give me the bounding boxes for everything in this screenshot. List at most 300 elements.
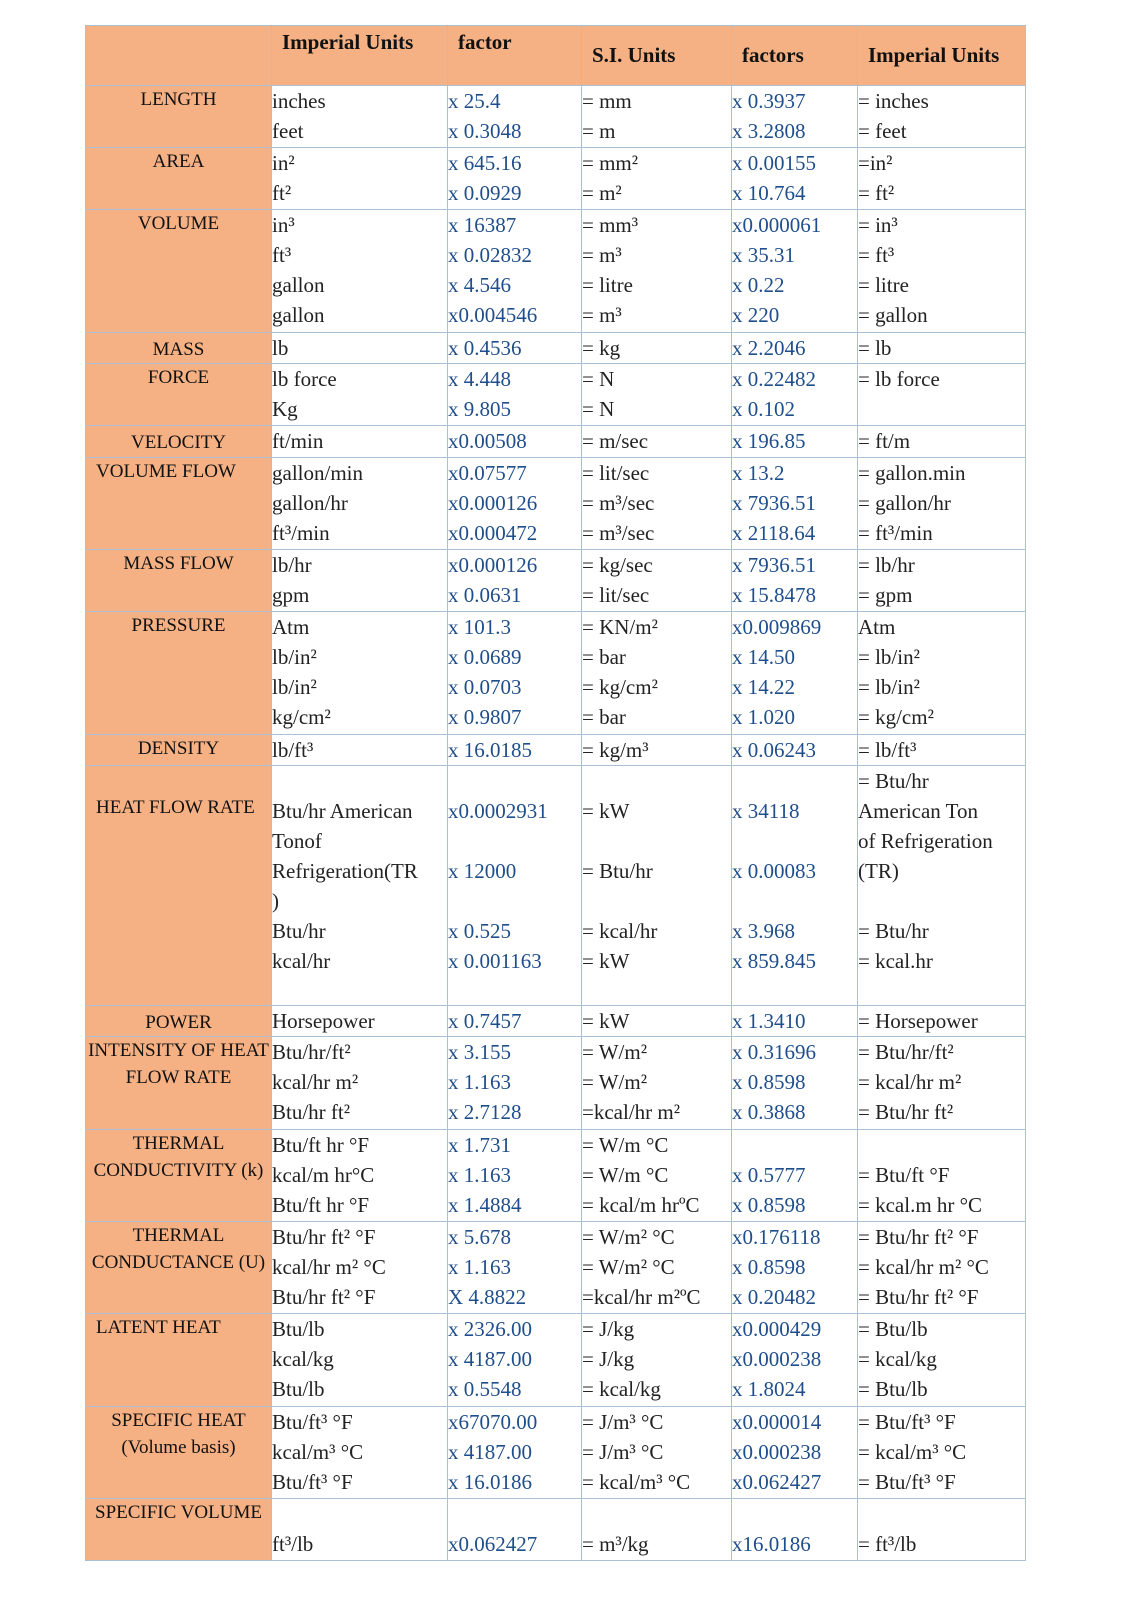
cell-line: = m³/kg: [582, 1532, 649, 1557]
cell-line: [582, 1499, 731, 1529]
cell-line: x 13.2: [732, 460, 785, 485]
cell-line: x 0.8598: [732, 1070, 806, 1095]
cell-line: x 0.22482: [732, 367, 816, 392]
si-units-cell: [582, 1005, 732, 1036]
factor-cell: [448, 734, 582, 765]
cell-line: = ft³: [858, 242, 895, 267]
header-imperial-units-2: Imperial Units: [858, 26, 1026, 86]
cell-line: = kg/m³: [582, 737, 649, 762]
factors-cell: [732, 457, 858, 549]
cell-line: x 1.020: [732, 704, 795, 729]
category-label: AREA: [86, 147, 272, 209]
cell-line: x 35.31: [732, 242, 795, 267]
cell-line: ft/min: [272, 429, 324, 454]
category-label: DENSITY: [86, 734, 272, 765]
cell-line: x 0.06243: [732, 737, 816, 762]
cell-line: = J/m³ °C: [582, 1439, 664, 1464]
cell-line: = kW: [582, 1008, 630, 1033]
factors-cell: [732, 147, 858, 209]
table-row: [86, 549, 1026, 611]
header-imperial-units: Imperial Units: [272, 26, 448, 86]
imperial-units-cell: [272, 1005, 448, 1036]
cell-line: kg/cm²: [272, 704, 331, 729]
cell-line: ft²: [272, 180, 292, 205]
cell-line: x 2.2046: [732, 335, 806, 360]
cell-line: American Ton: [858, 799, 979, 824]
cell-line: x 34118: [732, 799, 800, 824]
factors-cell: [732, 1129, 858, 1221]
imperial-units-2-cell: [858, 1037, 1026, 1129]
cell-line: = gallon.min: [858, 460, 966, 485]
cell-line: = m³/sec: [582, 490, 655, 515]
si-units-cell: [582, 1129, 732, 1221]
cell-line: x 0.5548: [448, 1377, 522, 1402]
cell-line: lb/hr: [272, 552, 312, 577]
cell-line: x0.000429: [732, 1317, 822, 1342]
cell-line: = Btu/lb: [858, 1317, 928, 1342]
imperial-units-cell: [272, 1129, 448, 1221]
cell-line: = KN/m²: [582, 614, 658, 639]
cell-line: x 1.163: [448, 1254, 511, 1279]
cell-line: x 16.0185: [448, 737, 532, 762]
category-label: LATENT HEAT: [86, 1314, 272, 1406]
si-units-cell: [582, 332, 732, 363]
imperial-units-cell: [272, 1221, 448, 1313]
cell-line: [582, 766, 731, 796]
cell-line: ft³/min: [272, 520, 330, 545]
cell-line: x 2118.64: [732, 520, 816, 545]
factor-cell: [448, 1037, 582, 1129]
cell-line: = W/m °C: [582, 1132, 669, 1157]
factor-cell: [448, 426, 582, 457]
cell-line: x 4.546: [448, 272, 511, 297]
imperial-units-cell: [272, 209, 448, 332]
cell-line: = kcal/hr m² °C: [858, 1254, 989, 1279]
cell-line: x 0.102: [732, 397, 795, 422]
imperial-units-2-cell: [858, 209, 1026, 332]
cell-line: = ft²: [858, 180, 895, 205]
cell-line: Btu/ft hr °F: [272, 1192, 370, 1217]
category-label: INTENSITY OF HEAT FLOW RATE: [86, 1037, 272, 1129]
cell-line: x 0.3868: [732, 1100, 806, 1125]
cell-line: x 101.3: [448, 614, 511, 639]
cell-line: lb/in²: [272, 674, 317, 699]
cell-line: = gallon: [858, 302, 928, 327]
imperial-units-cell: [272, 332, 448, 363]
header-si-units: S.I. Units: [582, 26, 732, 86]
cell-line: Refrigeration(TR: [272, 859, 418, 884]
cell-line: x 16.0186: [448, 1469, 532, 1494]
cell-line: x 0.4536: [448, 335, 522, 360]
factor-cell: [448, 1499, 582, 1561]
header-factors: factors: [732, 26, 858, 86]
cell-line: = mm: [582, 89, 632, 113]
cell-line: ft³: [272, 242, 292, 267]
cell-line: [858, 1499, 1025, 1529]
cell-line: Btu/hr/ft²: [272, 1040, 351, 1065]
cell-line: x16.0186: [732, 1532, 811, 1557]
cell-line: kcal/kg: [272, 1347, 334, 1372]
table-row: [86, 1129, 1026, 1221]
category-label: LENGTH: [86, 86, 272, 148]
cell-line: x 12000: [448, 859, 517, 884]
factors-cell: [732, 766, 858, 1006]
cell-line: = kcal/kg: [582, 1377, 661, 1402]
cell-line: kcal/hr: [272, 949, 331, 974]
factor-cell: [448, 1129, 582, 1221]
imperial-units-2-cell: [858, 364, 1026, 426]
cell-line: x 0.9807: [448, 704, 522, 729]
cell-line: [732, 886, 857, 916]
cell-line: x0.009869: [732, 614, 822, 639]
cell-line: x 4.448: [448, 367, 511, 392]
cell-line: [582, 826, 731, 856]
cell-line: inches: [272, 89, 326, 113]
cell-line: x 3.2808: [732, 119, 806, 143]
cell-line: x 0.3937: [732, 89, 806, 113]
cell-line: gallon: [272, 302, 325, 327]
category-label: MASS FLOW: [86, 549, 272, 611]
cell-line: x 645.16: [448, 150, 522, 175]
table-row: [86, 1314, 1026, 1406]
si-units-cell: [582, 766, 732, 1006]
cell-line: kcal/hr m²: [272, 1070, 359, 1095]
cell-line: x67070.00: [448, 1409, 538, 1434]
cell-line: lb/ft³: [272, 737, 314, 762]
cell-line: = lb: [858, 335, 892, 360]
cell-line: x0.00508: [448, 429, 527, 454]
header-factor: factor: [448, 26, 582, 86]
cell-line: x 196.85: [732, 429, 806, 454]
cell-line: kcal/m³ °C: [272, 1439, 364, 1464]
cell-line: x 0.7457: [448, 1008, 522, 1033]
cell-line: Atm: [272, 614, 310, 639]
table-row: [86, 332, 1026, 363]
category-label: VELOCITY: [86, 426, 272, 457]
cell-line: in²: [272, 150, 295, 175]
cell-line: = N: [582, 397, 615, 422]
cell-line: ): [272, 889, 279, 914]
cell-line: x 15.8478: [732, 582, 816, 607]
table-row: [86, 611, 1026, 734]
imperial-units-2-cell: [858, 549, 1026, 611]
cell-line: =kcal/hr m²ºC: [582, 1284, 701, 1309]
cell-line: Btu/ft³ °F: [272, 1469, 353, 1494]
cell-line: [272, 766, 447, 796]
factors-cell: [732, 549, 858, 611]
factor-cell: [448, 1314, 582, 1406]
cell-line: x 14.50: [732, 644, 795, 669]
cell-line: = kg: [582, 335, 621, 360]
table-row: [86, 1037, 1026, 1129]
imperial-units-cell: [272, 147, 448, 209]
cell-line: = Btu/ft³ °F: [858, 1469, 956, 1494]
imperial-units-2-cell: [858, 766, 1026, 1006]
cell-line: x 0.8598: [732, 1254, 806, 1279]
cell-line: x0.000126: [448, 552, 538, 577]
cell-line: = lit/sec: [582, 460, 650, 485]
factors-cell: [732, 332, 858, 363]
cell-line: = Btu/hr: [858, 769, 929, 794]
cell-line: x 1.4884: [448, 1192, 522, 1217]
cell-line: x 1.731: [448, 1132, 511, 1157]
category-label: MASS: [86, 332, 272, 363]
imperial-units-2-cell: [858, 147, 1026, 209]
cell-line: gallon: [272, 272, 325, 297]
table-row: [86, 1005, 1026, 1036]
cell-line: = gpm: [858, 582, 913, 607]
cell-line: in³: [272, 212, 295, 237]
cell-line: kcal/hr m² °C: [272, 1254, 386, 1279]
cell-line: Btu/lb: [272, 1317, 325, 1342]
factor-cell: [448, 86, 582, 148]
cell-line: = inches: [858, 89, 929, 113]
cell-line: x0.000472: [448, 520, 538, 545]
cell-line: x 1.163: [448, 1162, 511, 1187]
factors-cell: [732, 1005, 858, 1036]
cell-line: [448, 1499, 581, 1529]
imperial-units-2-cell: [858, 734, 1026, 765]
factor-cell: [448, 1406, 582, 1498]
cell-line: = kcal/m³ °C: [582, 1469, 691, 1494]
cell-line: x0.000126: [448, 490, 538, 515]
cell-line: x 0.31696: [732, 1040, 816, 1065]
cell-line: = m/sec: [582, 429, 649, 454]
imperial-units-cell: [272, 1406, 448, 1498]
cell-line: [448, 766, 581, 796]
cell-line: x 0.00083: [732, 859, 816, 884]
cell-line: [858, 1130, 1025, 1160]
cell-line: Btu/lb: [272, 1377, 325, 1402]
si-units-cell: [582, 1221, 732, 1313]
imperial-units-2-cell: [858, 1499, 1026, 1561]
cell-line: Tonof: [272, 829, 322, 854]
cell-line: = mm²: [582, 150, 639, 175]
table-row: [86, 209, 1026, 332]
cell-line: = lb/hr: [858, 552, 915, 577]
cell-line: x0.000014: [732, 1409, 822, 1434]
cell-line: = kcal/kg: [858, 1347, 937, 1372]
cell-line: = kg/sec: [582, 552, 653, 577]
cell-line: = in³: [858, 212, 898, 237]
cell-line: x0.176118: [732, 1224, 821, 1249]
imperial-units-2-cell: [858, 426, 1026, 457]
imperial-units-2-cell: [858, 1314, 1026, 1406]
imperial-units-cell: [272, 734, 448, 765]
cell-line: x 0.001163: [448, 949, 542, 974]
cell-line: = W/m² °C: [582, 1224, 675, 1249]
factor-cell: [448, 549, 582, 611]
cell-line: lb: [272, 335, 289, 360]
cell-line: x0.000061: [732, 212, 822, 237]
cell-line: = Btu/hr ft²: [858, 1100, 954, 1125]
cell-line: of Refrigeration: [858, 829, 993, 854]
cell-line: (TR): [858, 859, 899, 884]
imperial-units-2-cell: [858, 611, 1026, 734]
table-row: [86, 1499, 1026, 1561]
imperial-units-cell: [272, 457, 448, 549]
si-units-cell: [582, 147, 732, 209]
table-row: [86, 766, 1026, 1006]
cell-line: = ft³/min: [858, 520, 933, 545]
cell-line: [448, 886, 581, 916]
cell-line: lb/in²: [272, 644, 317, 669]
cell-line: = kcal/hr: [582, 919, 658, 944]
imperial-units-cell: [272, 766, 448, 1006]
cell-line: x 10.764: [732, 180, 806, 205]
table-row: [86, 364, 1026, 426]
cell-line: = m²: [582, 180, 622, 205]
cell-line: x0.062427: [448, 1532, 538, 1557]
factors-cell: [732, 86, 858, 148]
table-row: [86, 1406, 1026, 1498]
cell-line: [858, 394, 1025, 424]
cell-line: x 0.8598: [732, 1192, 806, 1217]
cell-line: x 220: [732, 302, 780, 327]
cell-line: = m³/sec: [582, 520, 655, 545]
factors-cell: [732, 1406, 858, 1498]
cell-line: x 0.22: [732, 272, 785, 297]
si-units-cell: [582, 1314, 732, 1406]
cell-line: x 0.525: [448, 919, 511, 944]
cell-line: gpm: [272, 582, 310, 607]
cell-line: x 1.8024: [732, 1377, 806, 1402]
table-row: [86, 426, 1026, 457]
cell-line: = litre: [582, 272, 633, 297]
factor-cell: [448, 766, 582, 1006]
imperial-units-cell: [272, 1499, 448, 1561]
cell-line: x0.000238: [732, 1439, 822, 1464]
cell-line: = W/m °C: [582, 1162, 669, 1187]
cell-line: = lit/sec: [582, 582, 650, 607]
si-units-cell: [582, 86, 732, 148]
cell-line: x 0.3048: [448, 119, 522, 143]
cell-line: = kg/cm²: [582, 674, 658, 699]
cell-line: x 1.3410: [732, 1008, 806, 1033]
cell-line: Btu/ft hr °F: [272, 1132, 370, 1157]
cell-line: x 25.4: [448, 89, 501, 113]
imperial-units-2-cell: [858, 332, 1026, 363]
cell-line: = Btu/hr: [858, 919, 929, 944]
cell-line: = ft³/lb: [858, 1532, 917, 1557]
imperial-units-cell: [272, 1037, 448, 1129]
cell-line: [448, 826, 581, 856]
factors-cell: [732, 734, 858, 765]
category-label: POWER: [86, 1005, 272, 1036]
cell-line: = bar: [582, 644, 626, 669]
cell-line: x 5.678: [448, 1224, 511, 1249]
si-units-cell: [582, 364, 732, 426]
si-units-cell: [582, 1037, 732, 1129]
factor-cell: [448, 1221, 582, 1313]
cell-line: = feet: [858, 119, 907, 143]
cell-line: = Btu/hr: [582, 859, 653, 884]
table-row: [86, 457, 1026, 549]
si-units-cell: [582, 734, 732, 765]
cell-line: = Btu/lb: [858, 1377, 928, 1402]
imperial-units-cell: [272, 611, 448, 734]
imperial-units-cell: [272, 426, 448, 457]
factors-cell: [732, 1314, 858, 1406]
category-label: SPECIFIC VOLUME: [86, 1499, 272, 1561]
cell-line: x 0.00155: [732, 150, 816, 175]
cell-line: =kcal/hr m²: [582, 1100, 681, 1125]
factors-cell: [732, 1499, 858, 1561]
cell-line: = N: [582, 367, 615, 392]
cell-line: x 16387: [448, 212, 517, 237]
cell-line: x 3.155: [448, 1040, 511, 1065]
cell-line: = Btu/ft °F: [858, 1162, 950, 1187]
cell-line: [582, 886, 731, 916]
category-label: SPECIFIC HEAT (Volume basis): [86, 1406, 272, 1498]
cell-line: x 4187.00: [448, 1347, 532, 1372]
cell-line: = kW: [582, 799, 630, 824]
si-units-cell: [582, 457, 732, 549]
cell-line: x 14.22: [732, 674, 795, 699]
imperial-units-2-cell: [858, 1406, 1026, 1498]
cell-line: feet: [272, 119, 304, 143]
cell-line: = kW: [582, 949, 630, 974]
factor-cell: [448, 332, 582, 363]
cell-line: x 0.0929: [448, 180, 522, 205]
cell-line: = Horsepower: [858, 1008, 978, 1033]
imperial-units-2-cell: [858, 86, 1026, 148]
factor-cell: [448, 147, 582, 209]
cell-line: = kcal.hr: [858, 949, 933, 974]
cell-line: = m: [582, 119, 616, 143]
cell-line: Btu/hr ft²: [272, 1100, 351, 1125]
cell-line: = mm³: [582, 212, 639, 237]
cell-line: Btu/hr ft² °F: [272, 1284, 376, 1309]
cell-line: = Btu/hr ft² °F: [858, 1224, 979, 1249]
conversion-table-wrapper: [85, 25, 1025, 1561]
factor-cell: [448, 611, 582, 734]
cell-line: = Btu/hr/ft²: [858, 1040, 954, 1065]
factors-cell: [732, 364, 858, 426]
cell-line: x 0.0631: [448, 582, 522, 607]
cell-line: x 0.02832: [448, 242, 532, 267]
table-row: [86, 147, 1026, 209]
cell-line: = kcal/hr m²: [858, 1070, 962, 1095]
imperial-units-cell: [272, 1314, 448, 1406]
table-row: [86, 86, 1026, 148]
si-units-cell: [582, 209, 732, 332]
si-units-cell: [582, 1499, 732, 1561]
imperial-units-2-cell: [858, 457, 1026, 549]
si-units-cell: [582, 549, 732, 611]
cell-line: = W/m² °C: [582, 1254, 675, 1279]
cell-line: = lb/in²: [858, 644, 920, 669]
category-label: FORCE: [86, 364, 272, 426]
imperial-units-cell: [272, 549, 448, 611]
cell-line: x0.004546: [448, 302, 538, 327]
imperial-units-2-cell: [858, 1221, 1026, 1313]
cell-line: = Btu/ft³ °F: [858, 1409, 956, 1434]
factors-cell: [732, 209, 858, 332]
cell-line: = litre: [858, 272, 909, 297]
cell-line: kcal/m hr°C: [272, 1162, 375, 1187]
conversion-table: [85, 25, 1026, 1561]
category-label: THERMAL CONDUCTIVITY (k): [86, 1129, 272, 1221]
cell-line: ft³/lb: [272, 1532, 314, 1557]
header-category: [86, 26, 272, 86]
cell-line: Btu/hr ft² °F: [272, 1224, 376, 1249]
cell-line: x0.07577: [448, 460, 527, 485]
cell-line: x 4187.00: [448, 1439, 532, 1464]
cell-line: Horsepower: [272, 1008, 375, 1033]
cell-line: x 9.805: [448, 397, 511, 422]
factor-cell: [448, 364, 582, 426]
